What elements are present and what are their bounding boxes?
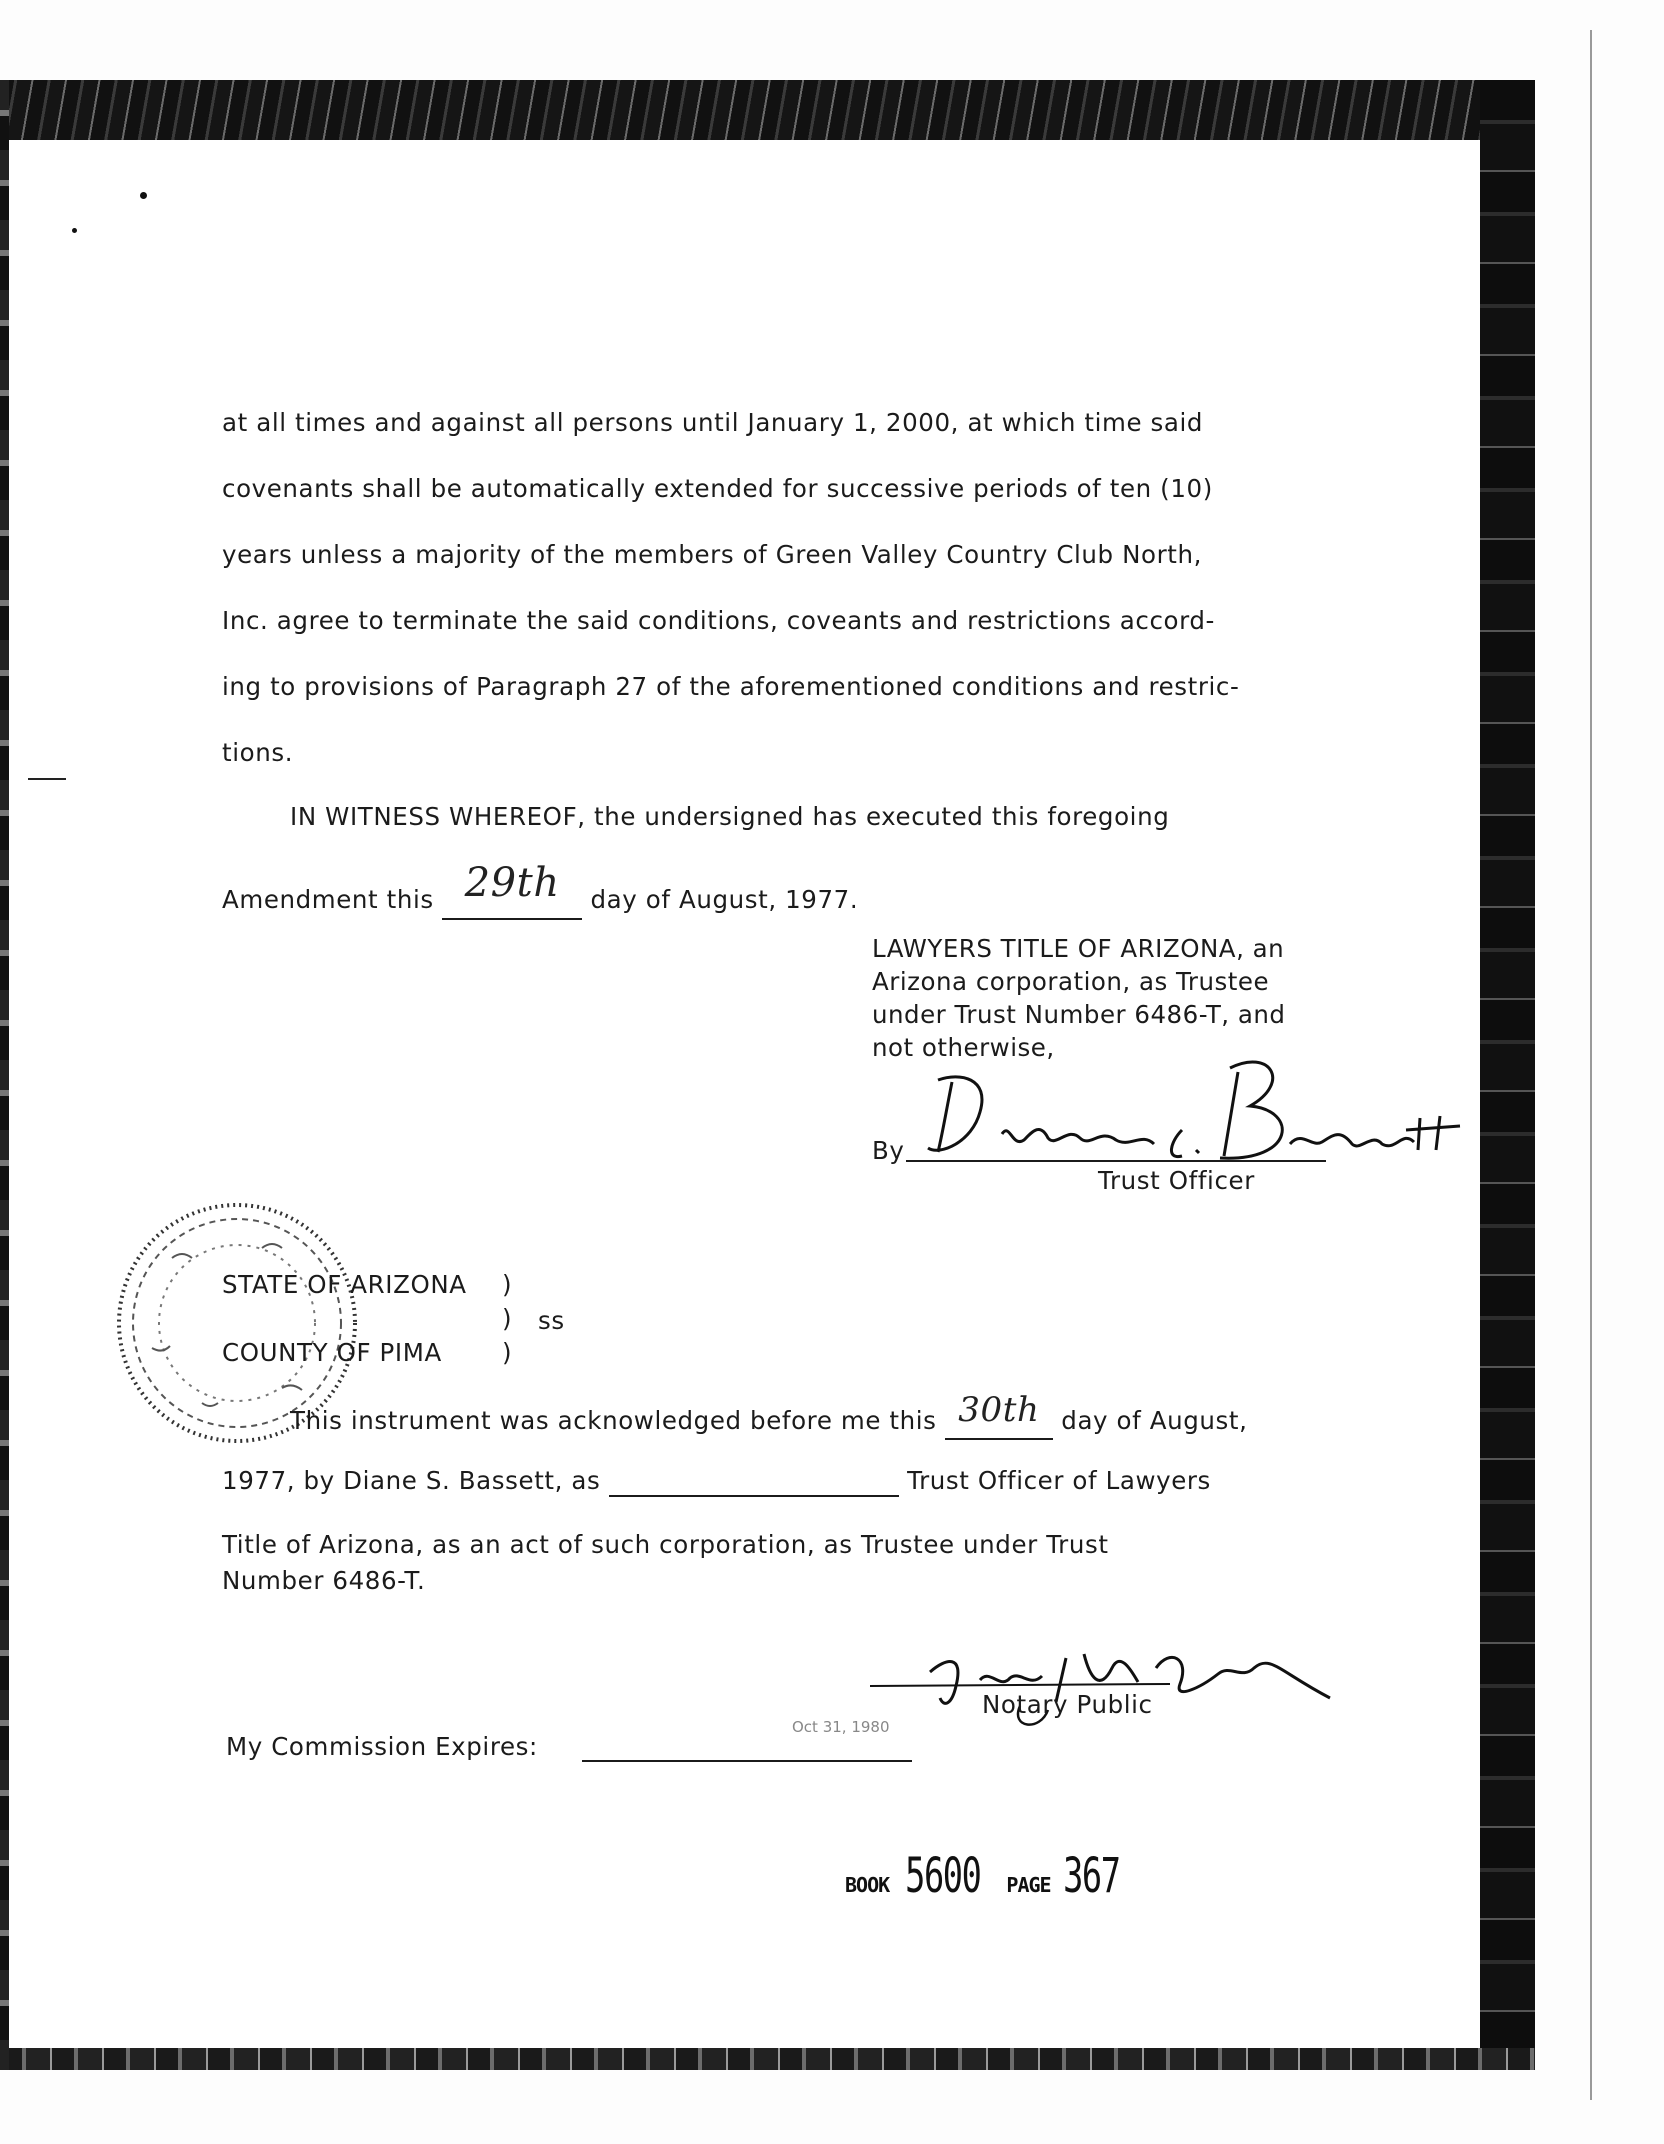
commission-label: My Commission Expires: [226,1732,538,1761]
scan-speck [140,192,147,199]
scan-border-bottom [0,2048,1535,2070]
body-line-1: at all times and against all persons until January 1, 2000, at which time said [222,408,1204,437]
ack-suffix: day of August, [1061,1406,1248,1435]
trustee-line-2: Arizona corporation, as Trustee [872,967,1270,996]
ack-line-1 [290,1390,1248,1440]
body-line-2: covenants shall be automatically extended for successive periods of ten (10) [222,474,1213,503]
notary-title: Notary Public [982,1690,1153,1719]
body-line-6: tions. [222,738,294,767]
venue-county: COUNTY OF PIMA [222,1338,442,1367]
ack-day-handwritten: 30th [958,1390,1040,1430]
page-label: PAGE [1006,1873,1051,1897]
ack-title-blank [609,1466,899,1497]
scan-speck [72,228,77,233]
venue-paren-3: ) [502,1338,513,1367]
page-number: 367 [1062,1848,1120,1904]
page-edge-line [1590,30,1592,2100]
witness-prefix: Amendment this [222,885,434,914]
ack-line-4: Number 6486-T. [222,1566,426,1595]
ack-line2-suffix: Trust Officer of Lawyers [907,1466,1211,1495]
witness-suffix: day of August, 1977. [590,885,859,914]
book-label: BOOK [845,1873,890,1897]
venue-paren-2: ) [502,1304,513,1333]
ack-prefix: This instrument was acknowledged before me this [290,1406,937,1435]
scan-border-top [0,80,1535,140]
witness-line: IN WITNESS WHEREOF, the undersigned has executed this foregoing [290,802,1170,831]
signature-diane-bassett [920,1052,1480,1172]
commission-stamp: Oct 31, 1980 [792,1718,890,1736]
commission-blank [582,1760,912,1762]
witness-date-line [222,860,859,920]
venue-ss: ss [538,1306,565,1335]
book-number: 5600 [905,1848,981,1904]
scan-border-right [1480,80,1535,2070]
by-label: By [872,1136,905,1165]
witness-day-handwritten: 29th [464,860,560,906]
margin-mark [28,778,66,780]
venue-state: STATE OF ARIZONA [222,1270,467,1299]
witness-day-blank [442,860,582,920]
recording-stamp [845,1848,1131,1904]
ack-day-blank [945,1390,1053,1440]
trustee-line-4: not otherwise, [872,1033,1055,1062]
trustee-line-1: LAWYERS TITLE OF ARIZONA, an [872,934,1285,963]
notary-signature [870,1628,1350,1738]
ack-line-3: Title of Arizona, as an act of such corporation, as Trustee under Trust [222,1530,1109,1559]
ack-line-2 [222,1466,1211,1497]
venue-paren-1: ) [502,1270,513,1299]
trustee-block [872,932,1285,1064]
scan-border-left [0,80,9,2070]
body-line-3: years unless a majority of the members of Green Valley Country Club North, [222,540,1203,569]
trustee-line-3: under Trust Number 6486-T, and [872,1000,1286,1029]
ack-line2-prefix: 1977, by Diane S. Bassett, as [222,1466,601,1495]
body-line-5: ing to provisions of Paragraph 27 of the aforementioned conditions and restric- [222,672,1240,701]
body-line-4: Inc. agree to terminate the said conditions, coveants and restrictions accord- [222,606,1215,635]
trust-officer-title: Trust Officer [1098,1166,1255,1195]
